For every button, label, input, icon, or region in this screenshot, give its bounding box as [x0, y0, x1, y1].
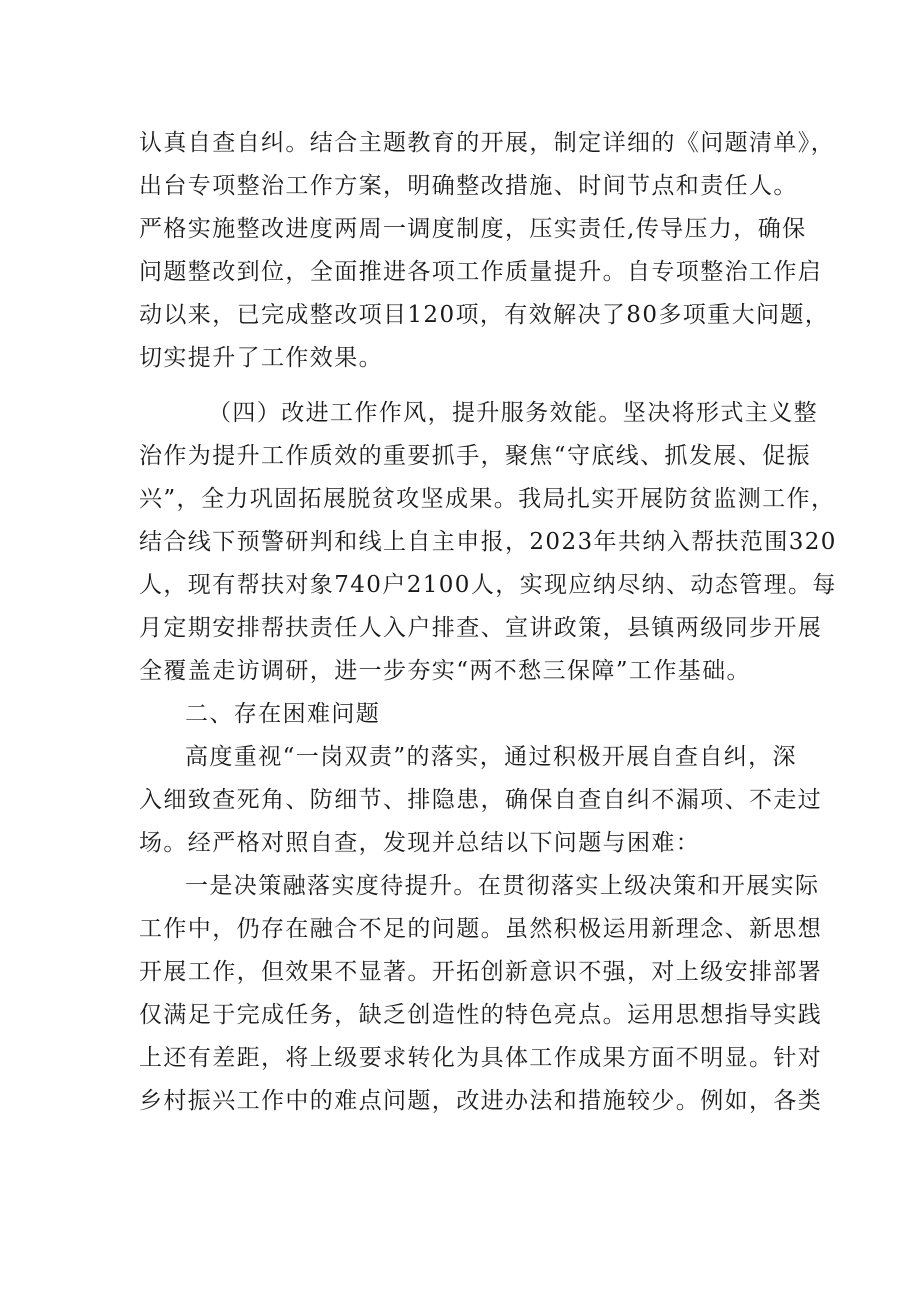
text-line: 问题整改到位，全面推进各项工作质量提升。自专项整治工作启 — [139, 259, 823, 285]
text-line: 人，现有帮扶对象740户2100人，实现应纳尽纳、动态管理。每 — [139, 572, 837, 598]
text-line: 月定期安排帮扶责任人入户排查、宣讲政策，县镇两级同步开展 — [139, 615, 823, 641]
text-line: 入细致查死角、防细节、排隐患，确保自查自纠不漏项、不走过 — [139, 787, 823, 813]
text-line: 严格实施整改进度两周一调度制度，压实责任,传导压力，确保 — [139, 216, 807, 242]
text-line: 仅满足于完成任务，缺乏创造性的特色亮点。运用思想指导实践 — [139, 1002, 823, 1028]
text-line: 乡村振兴工作中的难点问题，改进办法和措施较少。例如，各类 — [139, 1088, 823, 1114]
text-line: 工作中，仍存在融合不足的问题。虽然积极运用新理念、新思想 — [139, 916, 823, 942]
text-line: 开展工作，但效果不显著。开拓创新意识不强，对上级安排部署 — [139, 959, 823, 985]
section-heading: 二、存在困难问题 — [185, 701, 381, 727]
text-line: 高度重视“一岗双责”的落实，通过积极开展自查自纠，深 — [185, 744, 797, 770]
text-line: 治作为提升工作质效的重要抓手，聚焦“守底线、抓发展、促振 — [139, 443, 811, 469]
text-line: 全覆盖走访调研，进一步夯实“两不愁三保障”工作基础。 — [139, 658, 751, 684]
text-line: 结合线下预警研判和线上自主申报，2023年共纳入帮扶范围320 — [139, 529, 837, 555]
text-line: 切实提升了工作效果。 — [139, 345, 383, 371]
document-body — [139, 122, 837, 1123]
section-heading-line: （四）改进工作作风，提升服务效能。坚决将形式主义整 — [208, 400, 818, 426]
text-line: 出台专项整治工作方案，明确整改措施、时间节点和责任人。 — [139, 173, 798, 199]
text-line: 上还有差距，将上级要求转化为具体工作成果方面不明显。针对 — [139, 1045, 823, 1071]
text-line: 一是决策融落实度待提升。在贯彻落实上级决策和开展实际 — [185, 873, 820, 899]
text-line: 场。经严格对照自查，发现并总结以下问题与困难： — [139, 830, 701, 856]
text-line: 兴”，全力巩固拓展脱贫攻坚成果。我局扎实开展防贫监测工作， — [139, 486, 836, 512]
text-line: 动以来，已完成整改项目120项，有效解决了80多项重大问题， — [139, 302, 830, 328]
text-line: 认真自查自纠。结合主题教育的开展，制定详细的《问题清单》， — [139, 130, 836, 156]
